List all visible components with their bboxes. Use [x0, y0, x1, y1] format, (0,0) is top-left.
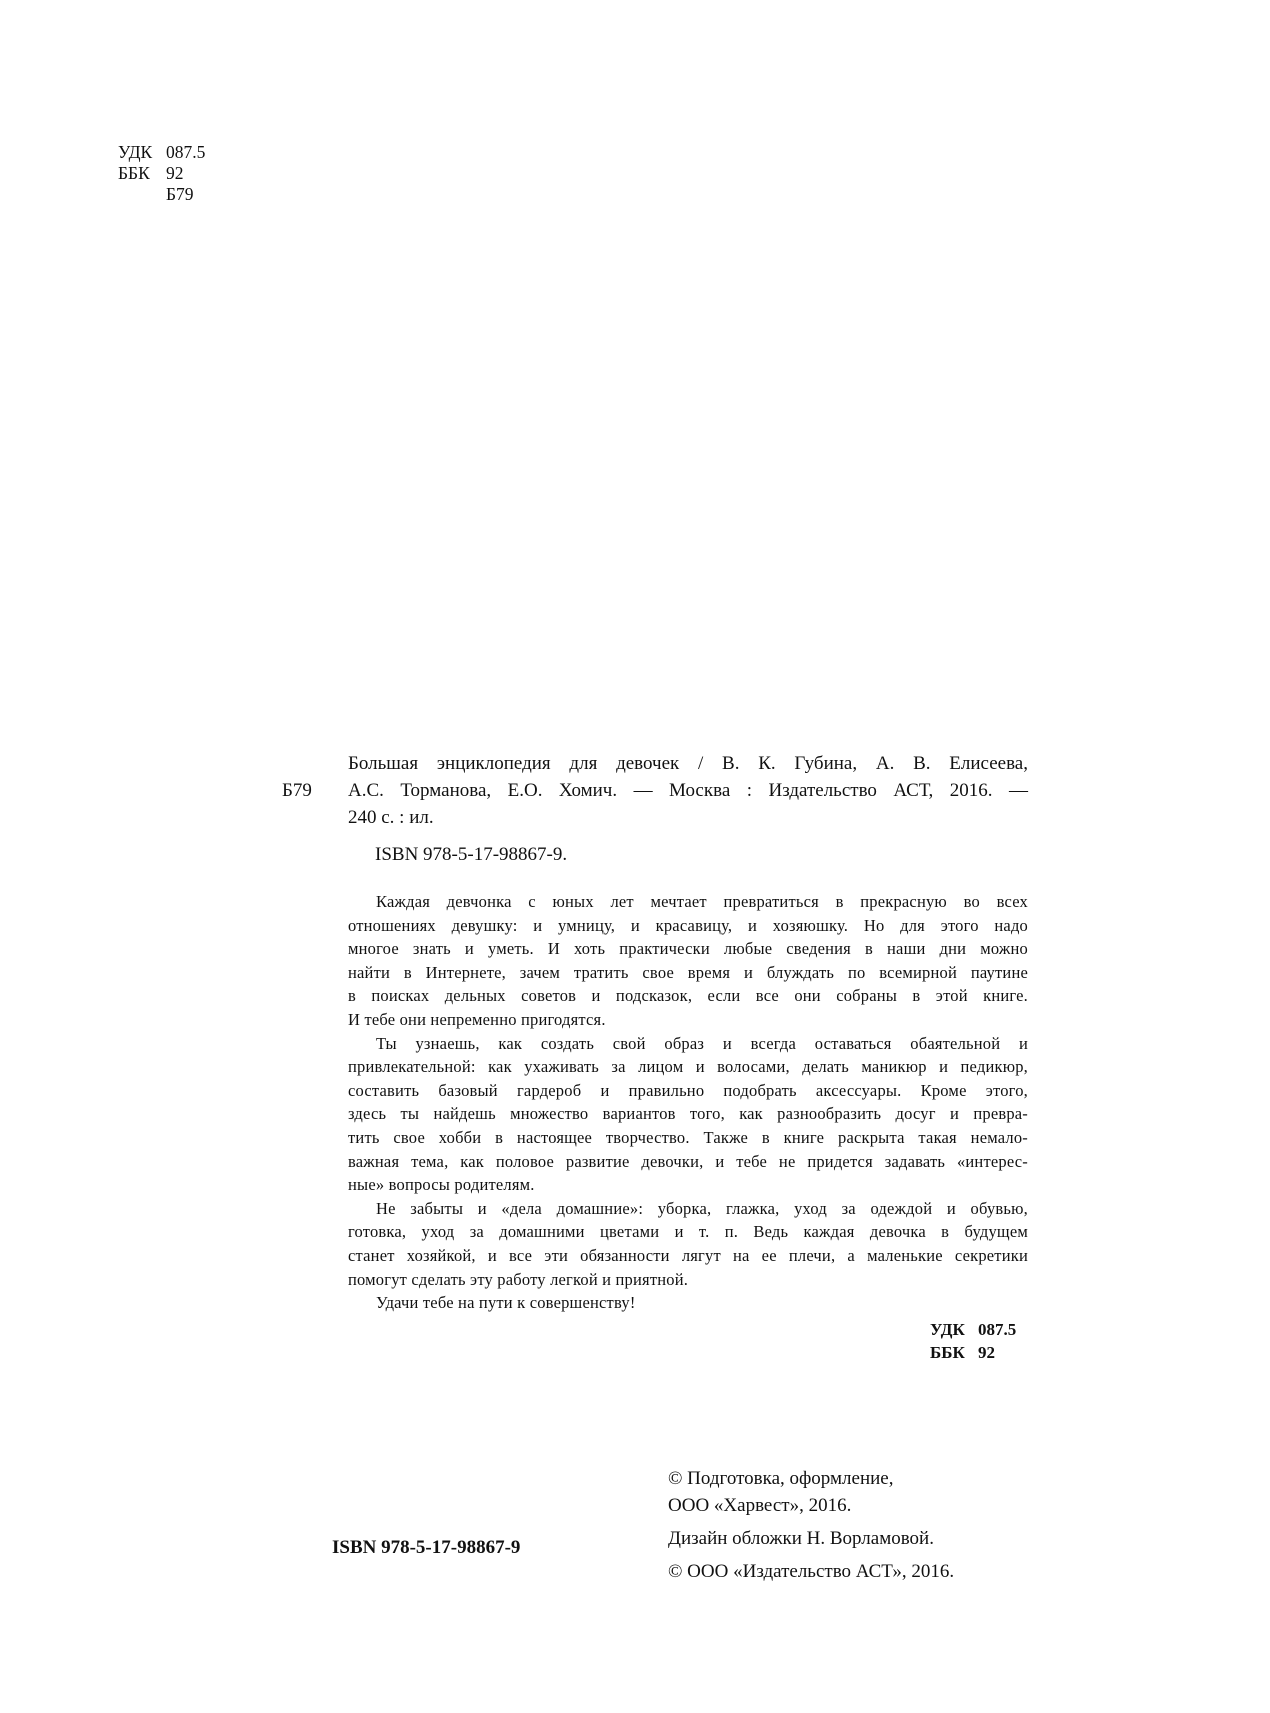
annotation-line: готовка, уход за домашними цветами и т. п. Ведь каждая девочка в будущем	[348, 1222, 1028, 1242]
annotation-line: найти в Интернете, зачем тратить свое время и блуждать по всемирной паутине	[348, 962, 1028, 982]
annotation-line: ные» вопросы родителям.	[348, 1175, 535, 1195]
top-bbk-row	[118, 163, 205, 184]
bottom-udk-row	[930, 1318, 1016, 1341]
top-bbk-value: 92	[166, 163, 184, 183]
top-udk-row	[118, 142, 205, 163]
isbn-bold: ISBN 978-5-17-98867-9	[332, 1537, 521, 1558]
bottom-classification-codes	[930, 1318, 1016, 1364]
annotation-line: составить базовый гардероб и правильно подобрать аксессуары. Кроме этого,	[348, 1080, 1028, 1100]
bottom-udk-value: 087.5	[978, 1320, 1017, 1339]
annotation-line: привлекательной: как ухаживать за лицом и волосами, делать маникюр и педикюр,	[348, 1057, 1028, 1077]
copyright-block	[668, 1465, 954, 1585]
annotation-paragraph	[348, 1032, 1028, 1197]
annotation-paragraph	[348, 1197, 1028, 1291]
biblio-cutter: Б79	[282, 780, 312, 801]
top-classification-codes	[118, 142, 205, 205]
annotation-line: И тебе они непременно пригодятся.	[348, 1009, 606, 1029]
annotation-line: многое знать и уметь. И хоть практически любые сведения в наши дни можно	[348, 939, 1028, 959]
copyright-line: ООО «Харвест», 2016.	[668, 1495, 852, 1516]
biblio-line: А.С. Торманова, Е.О. Хомич. — Москва : Издательство АСТ, 2016. —	[348, 780, 1028, 801]
annotation-paragraph	[348, 1291, 1028, 1315]
biblio-isbn: ISBN 978-5-17-98867-9.	[375, 844, 568, 865]
annotation-line: Не забыты и «дела домашние»: уборка, глажка, уход за одеждой и обувью,	[376, 1198, 1028, 1218]
annotation-line: Каждая девчонка с юных лет мечтает превратиться в прекрасную во всех	[376, 892, 1028, 911]
annotation-paragraph	[348, 890, 1028, 1032]
annotation-line: в поисках дельных советов и подсказок, если все они собраны в этой книге.	[348, 986, 1028, 1006]
annotation-line: тить свое хобби в настоящее творчество. Также в книге раскрыта такая немало-	[348, 1127, 1028, 1147]
annotation-line: станет хозяйкой, и все эти обязанности лягут на ее плечи, а маленькие секретики	[348, 1245, 1028, 1265]
bottom-bbk-label: ББК	[930, 1343, 965, 1362]
top-udk-value: 087.5	[166, 142, 206, 162]
annotation-line: помогут сделать эту работу легкой и приятной.	[348, 1269, 689, 1289]
biblio-text	[348, 750, 1028, 831]
top-bbk-label: ББК	[118, 163, 150, 183]
bottom-bbk-value: 92	[978, 1343, 995, 1362]
biblio-line: 240 с. : ил.	[348, 807, 434, 828]
bottom-bbk-row	[930, 1341, 1016, 1364]
top-udk-label: УДК	[118, 142, 153, 162]
cover-design-credit: Дизайн обложки Н. Ворламовой.	[668, 1528, 934, 1549]
biblio-line: Большая энциклопедия для девочек / В. К. Губина, А. В. Елисеева,	[348, 753, 1028, 774]
top-cutter-row	[118, 184, 205, 205]
copyright-line: © Подготовка, оформление,	[668, 1468, 894, 1489]
annotation-line: Ты узнаешь, как создать свой образ и всегда оставаться обаятельной и	[376, 1033, 1028, 1053]
annotation	[348, 890, 1028, 1315]
annotation-line: отношениях девушку: и умницу, и красавицу, и хозяюшку. Но для этого надо	[348, 915, 1028, 935]
top-cutter: Б79	[166, 184, 194, 204]
annotation-line: Удачи тебе на пути к совершенству!	[376, 1293, 636, 1313]
annotation-line: важная тема, как половое развитие девочки, и тебе не придется задавать «интерес-	[348, 1151, 1028, 1171]
copyright-line: © ООО «Издательство АСТ», 2016.	[668, 1561, 955, 1582]
annotation-line: здесь ты найдешь множество вариантов того, как разнообразить досуг и превра-	[348, 1104, 1028, 1124]
bottom-udk-label: УДК	[930, 1320, 965, 1339]
